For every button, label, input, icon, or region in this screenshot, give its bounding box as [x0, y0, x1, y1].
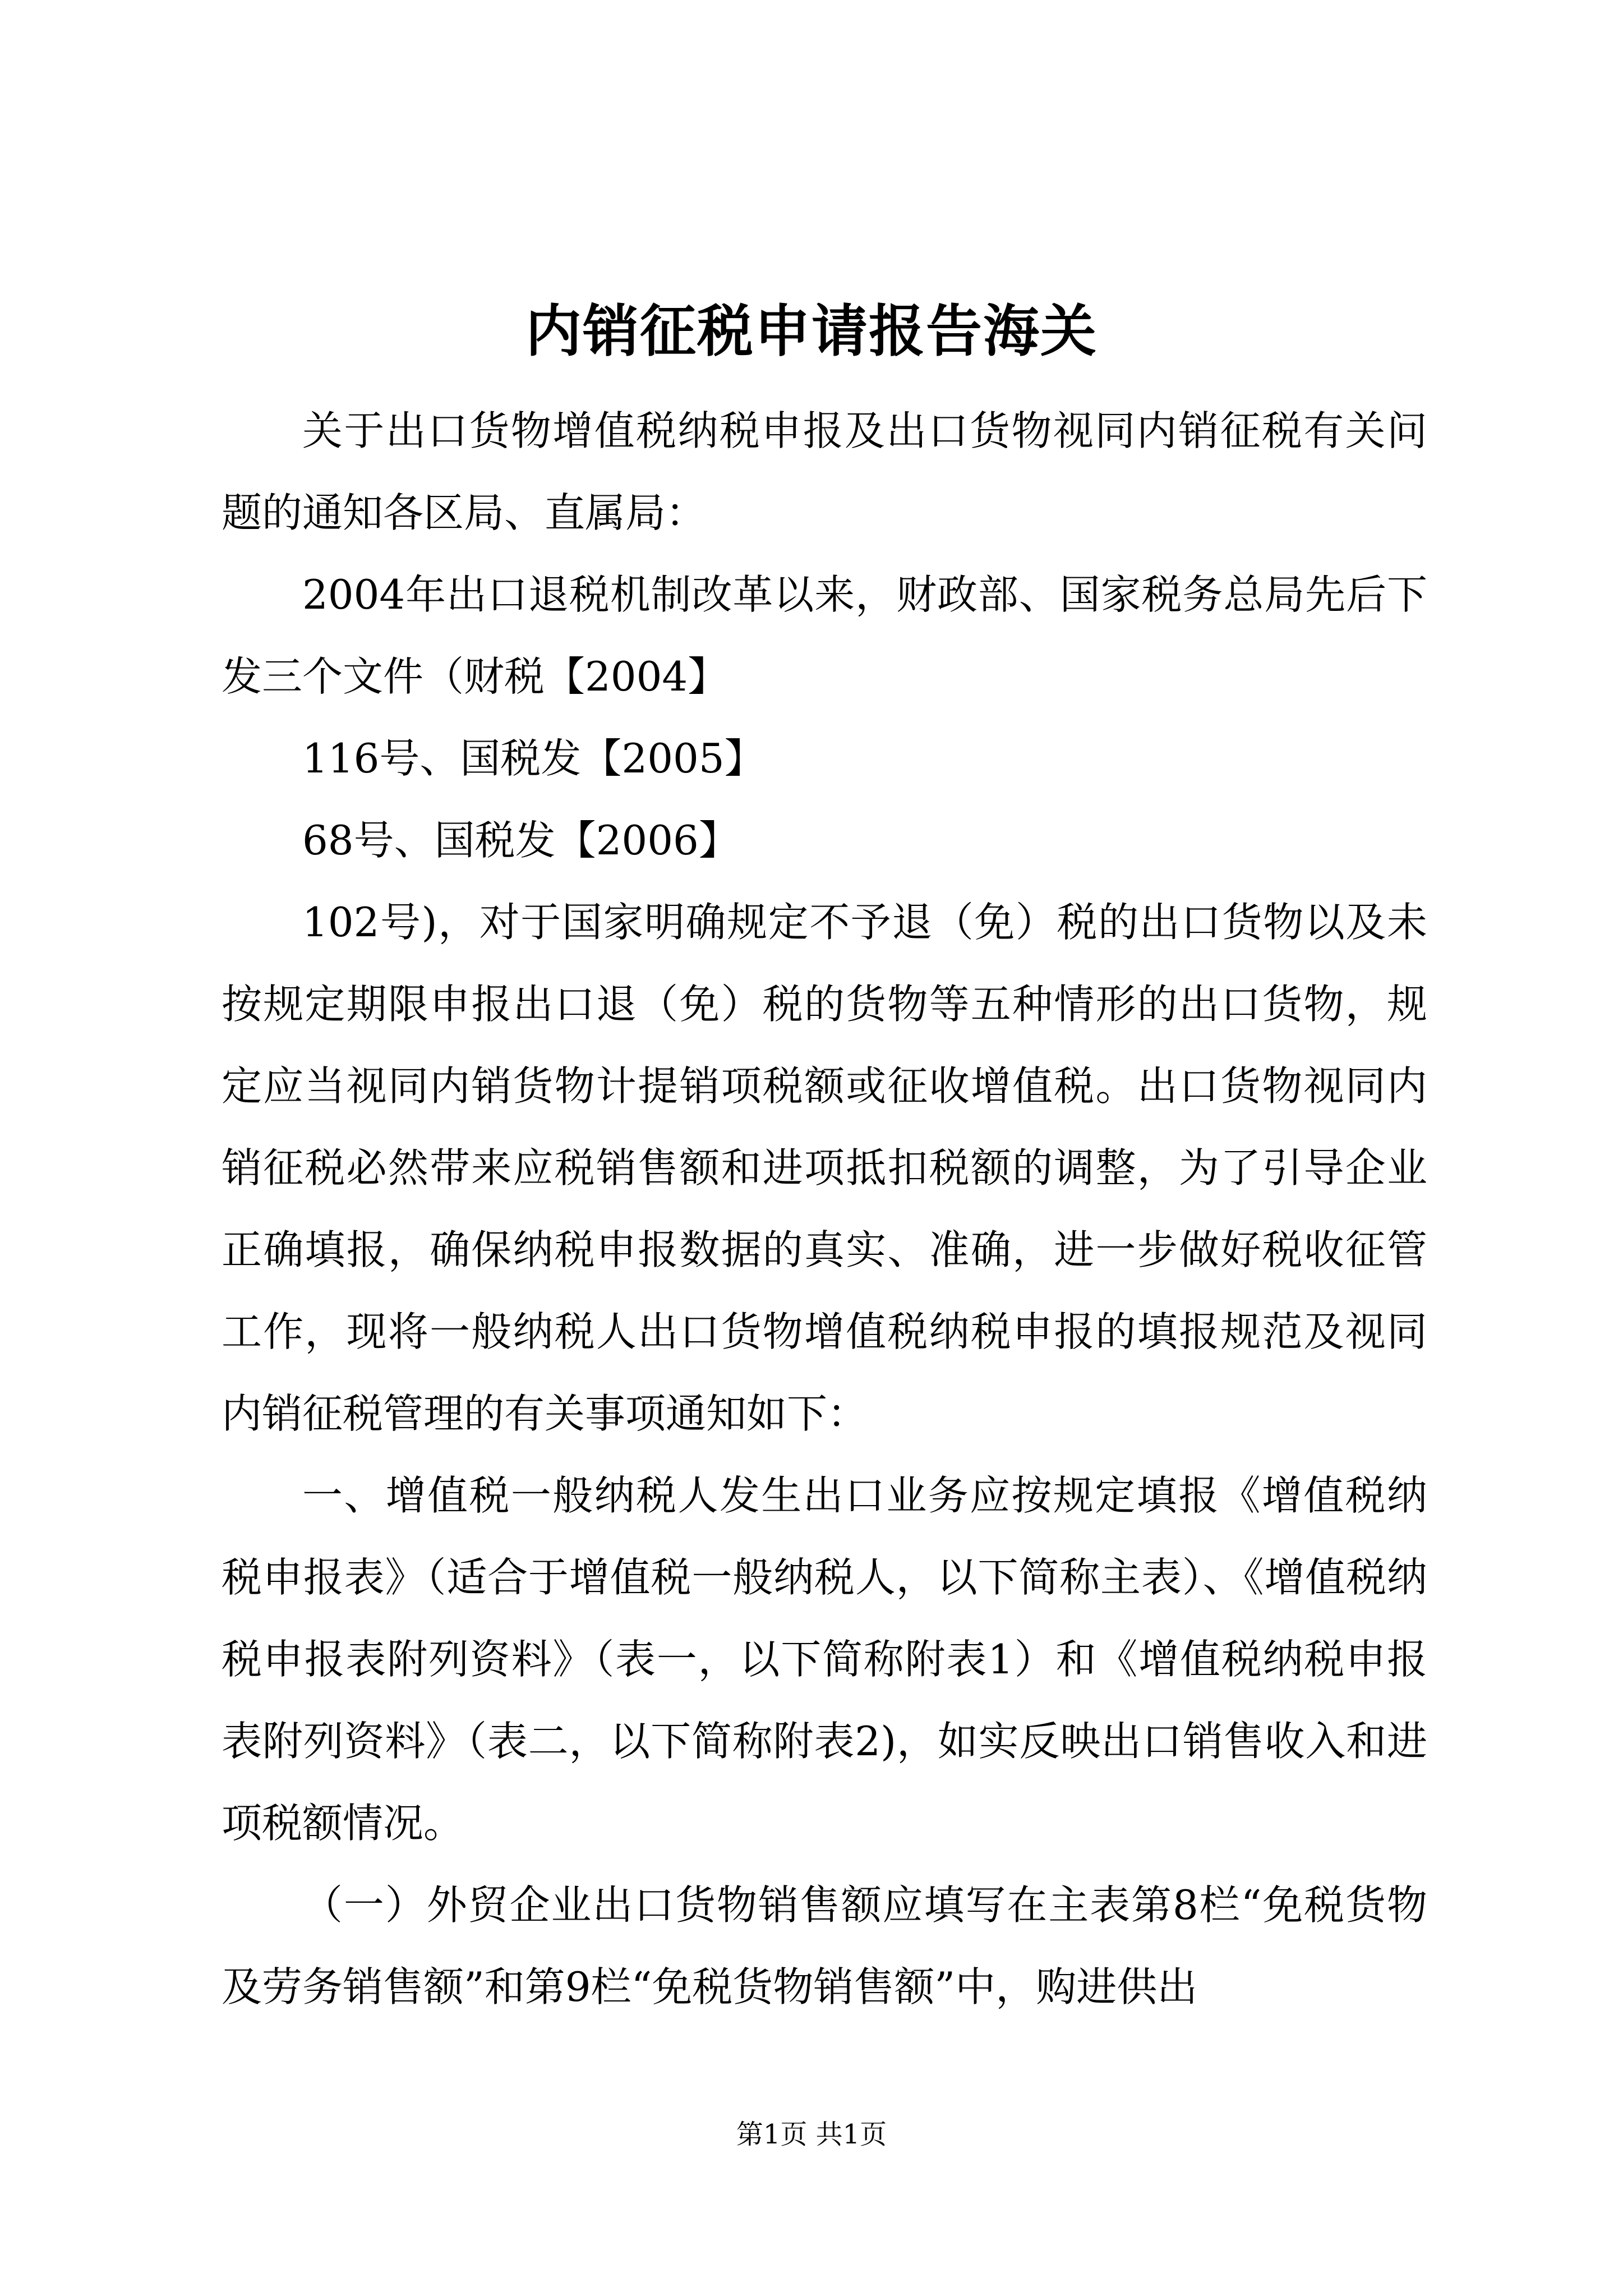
paragraph-subsection-one: （一）外贸企业出口货物销售额应填写在主表第8栏“免税货物及劳务销售额”和第9栏“免税货物销售额”中，购进供出	[222, 1881, 1427, 2010]
paragraph-section-one: 一、增值税一般纳税人发生出口业务应按规定填报《增值税纳税申报表》（适合于增值税一般纳税人，以下简称主表）、《增值税纳税申报表附列资料》（表一，以下简称附表1）和《增值税纳税申报表附列资料》（表二，以下简称附表2)，如实反映出口销售收入和进项税额情况。	[222, 1472, 1427, 1847]
document-body	[222, 390, 1427, 2028]
paragraph-notice-heading: 关于出口货物增值税纳税申报及出口货物视同内销征税有关问题的通知各区局、直属局：	[222, 407, 1427, 536]
paragraph-document-102: 102号)，对于国家明确规定不予退（免）税的出口货物以及未按规定期限申报出口退（免）税的货物等五种情形的出口货物，规定应当视同内销货物计提销项税额或征收增值税。出口货物视同内销征税必然带来应税销售额和进项抵扣税额的调整，为了引导企业正确填报，确保纳税申报数据的真实、准确，进一步做好税收征管工作，现将一般纳税人出口货物增值税纳税申报的填报规范及视同内销征税管理的有关事项通知如下：	[222, 899, 1427, 1437]
paragraph-document-116: 116号、国税发【2005】	[302, 735, 765, 782]
paragraph-document-68: 68号、国税发【2006】	[302, 817, 739, 864]
document-title: 内销征税申请报告海关	[525, 298, 1098, 364]
paragraph-reform-intro: 2004年出口退税机制改革以来，财政部、国家税务总局先后下发三个文件（财税【2004】	[222, 571, 1427, 700]
page-footer: 第1页 共1页	[736, 2119, 887, 2150]
